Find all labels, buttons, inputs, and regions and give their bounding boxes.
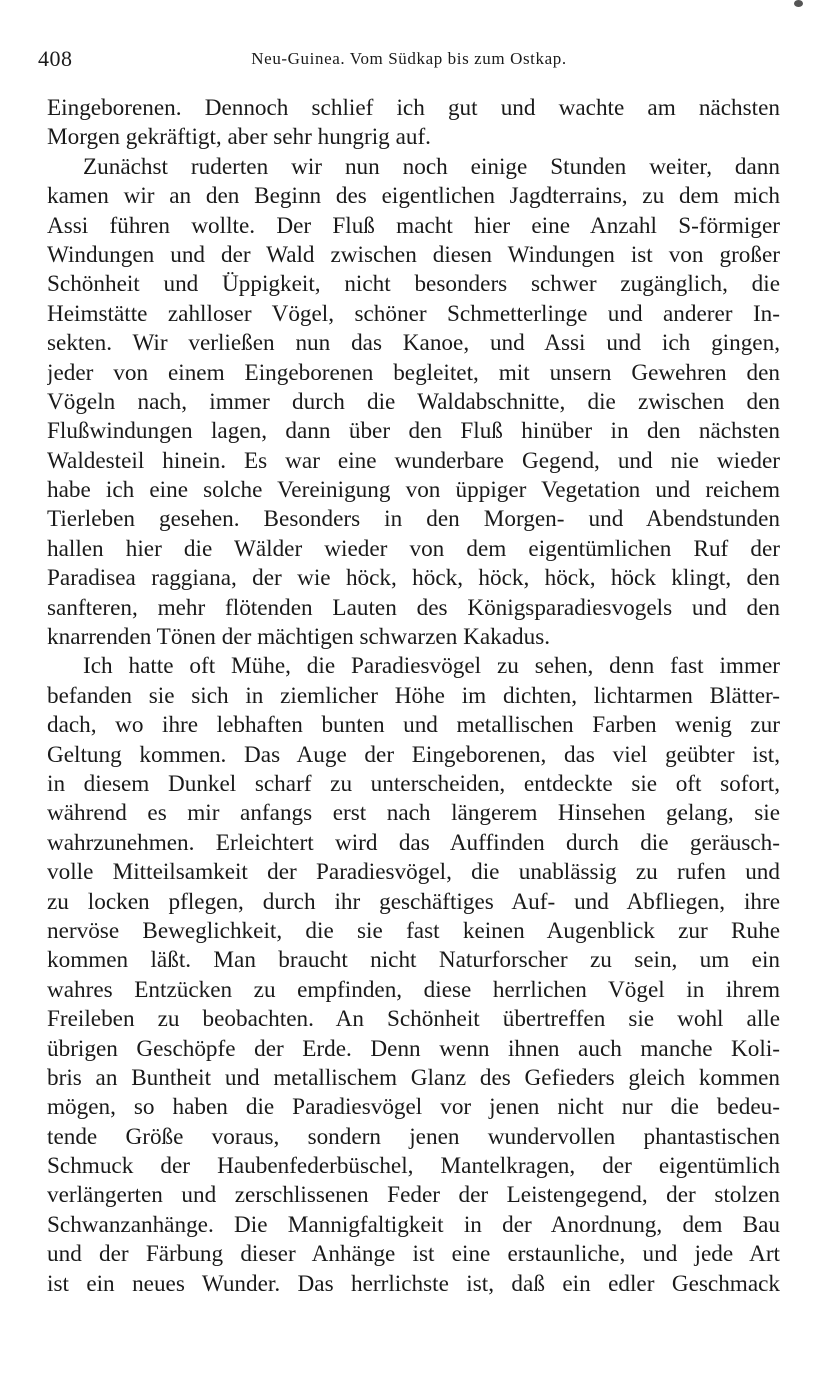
text-line: Flußwindungen lagen, dann über den Fluß hinüber in den nächsten — [47, 418, 780, 445]
ink-speck — [794, 0, 803, 7]
text-line: tende Größe voraus, sondern jenen wundervollen phantastischen — [47, 1123, 780, 1150]
text-line: Freileben zu beobachten. An Schönheit übertreffen sie wohl alle — [47, 1006, 780, 1033]
text-line: mögen, so haben die Paradiesvögel vor jenen nicht nur die bedeu- — [47, 1094, 780, 1121]
page-number: 408 — [38, 46, 73, 71]
text-line: befanden sie sich in ziemlicher Höhe im dichten, lichtarmen Blätter- — [47, 682, 780, 709]
text-line: Zunächst ruderten wir nun noch einige Stunden weiter, dann — [83, 153, 780, 180]
text-line: kommen läßt. Man braucht nicht Naturforscher zu sein, um ein — [47, 947, 780, 974]
text-line: knarrenden Tönen der mächtigen schwarzen Kakadus. — [47, 624, 551, 651]
text-line: während es mir anfangs erst nach längerem Hinsehen gelang, sie — [47, 800, 780, 827]
text-line: jeder von einem Eingeborenen begleitet, mit unsern Gewehren den — [47, 359, 780, 386]
text-line: Geltung kommen. Das Auge der Eingeborenen, das viel geübter ist, — [47, 741, 780, 768]
text-line: sekten. Wir verließen nun das Kanoe, und Assi und ich gingen, — [47, 330, 780, 357]
paragraph — [47, 652, 780, 1299]
text-line: zu locken pflegen, durch ihr geschäftiges Auf- und Abfliegen, ihre — [47, 888, 780, 915]
text-line: kamen wir an den Beginn des eigentlichen Jagdterrains, zu dem mich — [47, 183, 780, 210]
text-line: Schmuck der Haubenfederbüschel, Mantelkragen, der eigentümlich — [47, 1153, 780, 1180]
text-line: Heimstätte zahlloser Vögel, schöner Schmetterlinge und anderer In- — [47, 300, 780, 327]
text-line: Vögeln nach, immer durch die Waldabschnitte, die zwischen den — [47, 388, 780, 415]
page-header — [38, 46, 780, 76]
text-line: Schönheit und Üppigkeit, nicht besonders schwer zugänglich, die — [47, 271, 780, 298]
text-line: Tierleben gesehen. Besonders in den Morgen- und Abendstunden — [47, 506, 780, 533]
text-line: Morgen gekräftigt, aber sehr hungrig auf. — [47, 124, 431, 151]
text-line: wahres Entzücken zu empfinden, diese herrlichen Vögel in ihrem — [47, 976, 780, 1003]
text-line: verlängerten und zerschlissenen Feder der Leistengegend, der stolzen — [47, 1182, 780, 1209]
text-line: ist ein neues Wunder. Das herrlichste ist, daß ein edler Geschmack — [47, 1270, 780, 1297]
text-line: Paradisea raggiana, der wie höck, höck, höck, höck, höck klingt, den — [47, 565, 780, 592]
text-line: dach, wo ihre lebhaften bunten und metallischen Farben wenig zur — [47, 712, 780, 739]
text-line: sanfteren, mehr flötenden Lauten des Königsparadiesvogels und den — [47, 594, 780, 621]
paragraph — [47, 153, 780, 653]
text-line: Ich hatte oft Mühe, die Paradiesvögel zu sehen, denn fast immer — [83, 653, 780, 680]
text-line: in diesem Dunkel scharf zu unterscheiden, entdeckte sie oft sofort, — [47, 770, 780, 797]
text-line: volle Mitteilsamkeit der Paradiesvögel, die unablässig zu rufen und — [47, 859, 780, 886]
running-title: Neu-Guinea. Vom Südkap bis zum Ostkap. — [251, 49, 567, 68]
body-text — [47, 94, 780, 1299]
text-line: habe ich eine solche Vereinigung von üppiger Vegetation und reichem — [47, 477, 780, 504]
text-line: Waldesteil hinein. Es war eine wunderbare Gegend, und nie wieder — [47, 447, 780, 474]
text-line: wahrzunehmen. Erleichtert wird das Auffinden durch die geräusch- — [47, 829, 780, 856]
paragraph — [47, 94, 780, 153]
text-line: Eingeborenen. Dennoch schlief ich gut und wachte am nächsten — [47, 95, 780, 121]
text-line: übrigen Geschöpfe der Erde. Denn wenn ihnen auch manche Koli- — [47, 1035, 780, 1062]
text-line: Windungen und der Wald zwischen diesen Windungen ist von großer — [47, 241, 780, 268]
text-line: Schwanzanhänge. Die Mannigfaltigkeit in der Anordnung, dem Bau — [47, 1211, 780, 1238]
text-line: hallen hier die Wälder wieder von dem eigentümlichen Ruf der — [47, 535, 780, 562]
text-line: bris an Buntheit und metallischem Glanz des Gefieders gleich kommen — [47, 1064, 780, 1091]
text-line: nervöse Beweglichkeit, die sie fast keinen Augenblick zur Ruhe — [47, 917, 780, 944]
text-line: und der Färbung dieser Anhänge ist eine erstaunliche, und jede Art — [47, 1241, 780, 1268]
text-line: Assi führen wollte. Der Fluß macht hier eine Anzahl S-förmiger — [47, 212, 780, 239]
